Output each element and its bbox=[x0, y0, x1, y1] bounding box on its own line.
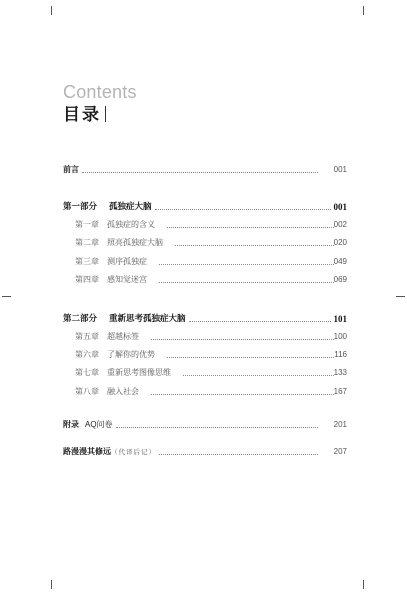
part-number: 第一部分 bbox=[63, 202, 98, 212]
toc-entry-chapter-4[interactable] bbox=[75, 273, 347, 287]
dot-leader bbox=[116, 427, 318, 428]
toc-page-number: 116 bbox=[334, 350, 347, 359]
chapter-title: 重新思考图像思维 bbox=[107, 368, 171, 377]
dot-leader bbox=[167, 357, 334, 358]
chapter-number: 第一章 bbox=[75, 220, 99, 229]
crop-mark-bottom-right bbox=[363, 580, 364, 589]
toc-page-number: 101 bbox=[333, 314, 347, 324]
toc-entry-chapter-7[interactable] bbox=[75, 366, 347, 380]
dot-leader bbox=[155, 209, 331, 210]
chapter-title: 照亮孤独症大脑 bbox=[107, 238, 163, 247]
mulu-text: 目录 bbox=[63, 105, 101, 125]
toc-label bbox=[63, 200, 152, 214]
dot-leader bbox=[175, 245, 334, 246]
toc-label bbox=[63, 418, 113, 432]
crop-mark-top-right bbox=[363, 6, 364, 15]
chapter-number: 第三章 bbox=[75, 257, 99, 266]
toc-entry-appendix[interactable] bbox=[63, 418, 347, 432]
toc-page-number: 002 bbox=[333, 220, 347, 229]
toc-entry-chapter-6[interactable] bbox=[75, 348, 347, 362]
toc-page-number: 100 bbox=[333, 332, 347, 341]
toc-page-number: 201 bbox=[333, 420, 347, 429]
crop-mark-left-middle bbox=[2, 296, 11, 297]
dot-leader bbox=[159, 282, 334, 283]
heading-bar bbox=[105, 106, 106, 122]
afterword-note: （代译后记） bbox=[111, 448, 156, 456]
chapter-number: 第六章 bbox=[75, 350, 99, 359]
toc-entry-chapter-1[interactable] bbox=[75, 218, 347, 232]
toc-label: 前言 bbox=[63, 165, 79, 174]
toc-entry-part-1[interactable] bbox=[63, 200, 347, 214]
crop-mark-top-left bbox=[51, 6, 52, 15]
toc-page-number: 020 bbox=[333, 238, 347, 247]
chapter-title: 了解你的优势 bbox=[107, 350, 155, 359]
dot-leader bbox=[151, 339, 334, 340]
dot-leader bbox=[159, 264, 334, 265]
toc-page-number: 001 bbox=[333, 165, 347, 174]
toc-page-number: 207 bbox=[333, 447, 347, 456]
toc-page-number: 001 bbox=[333, 202, 347, 212]
chapter-number: 第二章 bbox=[75, 238, 99, 247]
crop-mark-bottom-left bbox=[51, 580, 52, 589]
toc-entry-preface[interactable] bbox=[63, 163, 347, 177]
appendix-label: 附录 bbox=[63, 420, 79, 429]
part-number: 第二部分 bbox=[63, 314, 98, 324]
toc-entry-chapter-8[interactable] bbox=[75, 385, 347, 399]
afterword-title: 路漫漫其修远 bbox=[63, 447, 111, 456]
contents-heading-chinese bbox=[63, 104, 106, 126]
part-title: 孤独症大脑 bbox=[109, 202, 152, 212]
chapter-number: 第四章 bbox=[75, 275, 99, 284]
dot-leader bbox=[183, 375, 334, 376]
dot-leader bbox=[151, 394, 334, 395]
toc-page-number: 069 bbox=[333, 275, 347, 284]
crop-mark-right-middle bbox=[396, 296, 405, 297]
chapter-title: 测序孤独症 bbox=[107, 257, 147, 266]
dot-leader bbox=[82, 172, 318, 173]
toc-entry-afterword[interactable] bbox=[63, 445, 347, 459]
chapter-title: 感知觉迷宫 bbox=[107, 275, 147, 284]
chapter-number: 第七章 bbox=[75, 368, 99, 377]
appendix-title: AQ问卷 bbox=[85, 420, 113, 429]
toc-page-number: 133 bbox=[333, 368, 347, 377]
toc-entry-chapter-2[interactable] bbox=[75, 236, 347, 250]
toc-page-number: 167 bbox=[333, 387, 347, 396]
toc-entry-chapter-3[interactable] bbox=[75, 255, 347, 269]
toc-label bbox=[63, 312, 186, 326]
toc-page-number: 049 bbox=[333, 257, 347, 266]
dot-leader bbox=[189, 321, 331, 322]
dot-leader bbox=[159, 454, 318, 455]
contents-heading-english: Contents bbox=[63, 82, 137, 102]
dot-leader bbox=[167, 227, 334, 228]
chapter-title: 孤独症的含义 bbox=[107, 220, 155, 229]
chapter-title: 融入社会 bbox=[107, 387, 139, 396]
toc-entry-chapter-5[interactable] bbox=[75, 330, 347, 344]
toc-entry-part-2[interactable] bbox=[63, 312, 347, 326]
chapter-title: 超越标签 bbox=[107, 332, 139, 341]
toc-label bbox=[63, 445, 156, 459]
part-title: 重新思考孤独症大脑 bbox=[109, 314, 186, 324]
chapter-number: 第八章 bbox=[75, 387, 99, 396]
chapter-number: 第五章 bbox=[75, 332, 99, 341]
